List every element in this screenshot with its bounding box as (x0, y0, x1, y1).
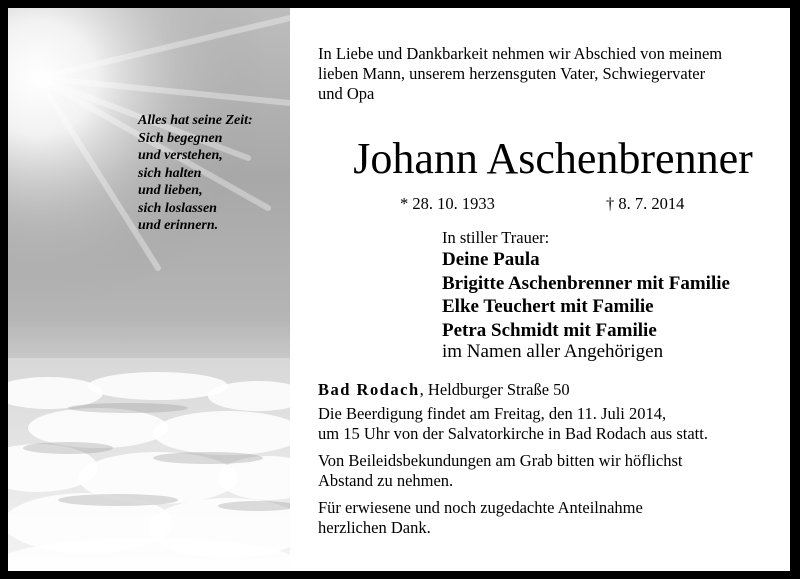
funeral-line: um 15 Uhr von der Salvatorkirche in Bad Rodach aus statt. (318, 424, 708, 443)
funeral-notice (318, 404, 788, 444)
intro-text (318, 44, 778, 104)
thanks-notice (318, 498, 788, 538)
poem-line: sich halten (138, 165, 202, 181)
intro-line: lieben Mann, unserem herzensguten Vater, Schwiegervater (318, 64, 706, 83)
thanks-line: Für erwiesene und noch zugedachte Anteilnahme (318, 498, 643, 517)
address (318, 380, 570, 400)
address-street: , Heldburger Straße 50 (419, 380, 570, 399)
deceased-name: Johann Aschenbrenner (353, 134, 753, 183)
obituary-card (8, 8, 790, 571)
intro-line: und Opa (318, 84, 375, 103)
funeral-line: Die Beerdigung findet am Freitag, den 11. Juli 2014, (318, 404, 667, 423)
clouds-sunrays-photo (8, 8, 290, 571)
intro-line: In Liebe und Dankbarkeit nehmen wir Abschied von meinem (318, 44, 723, 63)
poem (138, 112, 288, 235)
condolence-line: Von Beileidsbekundungen am Grab bitten wir höflichst (318, 451, 683, 470)
poem-line: und lieben, (138, 183, 203, 198)
condolence-notice (318, 451, 788, 491)
mourner-name: Elke Teuchert mit Familie (442, 296, 654, 317)
poem-line: sich loslassen (138, 200, 217, 216)
poem-line: und erinnern. (138, 218, 219, 233)
birth-date: * 28. 10. 1933 (400, 194, 495, 213)
all-relatives: im Namen aller Angehörigen (442, 341, 664, 362)
poem-line: und verstehen, (138, 148, 223, 163)
mourning-label: In stiller Trauer: (442, 228, 550, 247)
mourners-list (442, 248, 730, 342)
mourner-name: Brigitte Aschenbrenner mit Familie (442, 272, 730, 294)
thanks-line: herzlichen Dank. (318, 518, 431, 537)
condolence-line: Abstand zu nehmen. (318, 471, 454, 490)
address-city: Bad Rodach (318, 380, 420, 399)
sky-illustration (8, 8, 290, 571)
poem-line: Sich begegnen (138, 130, 223, 146)
death-date: † 8. 7. 2014 (606, 194, 685, 213)
poem-line: Alles hat seine Zeit: (138, 113, 253, 128)
mourner-name: Petra Schmidt mit Familie (442, 319, 657, 341)
mourner-name: Deine Paula (442, 249, 540, 270)
